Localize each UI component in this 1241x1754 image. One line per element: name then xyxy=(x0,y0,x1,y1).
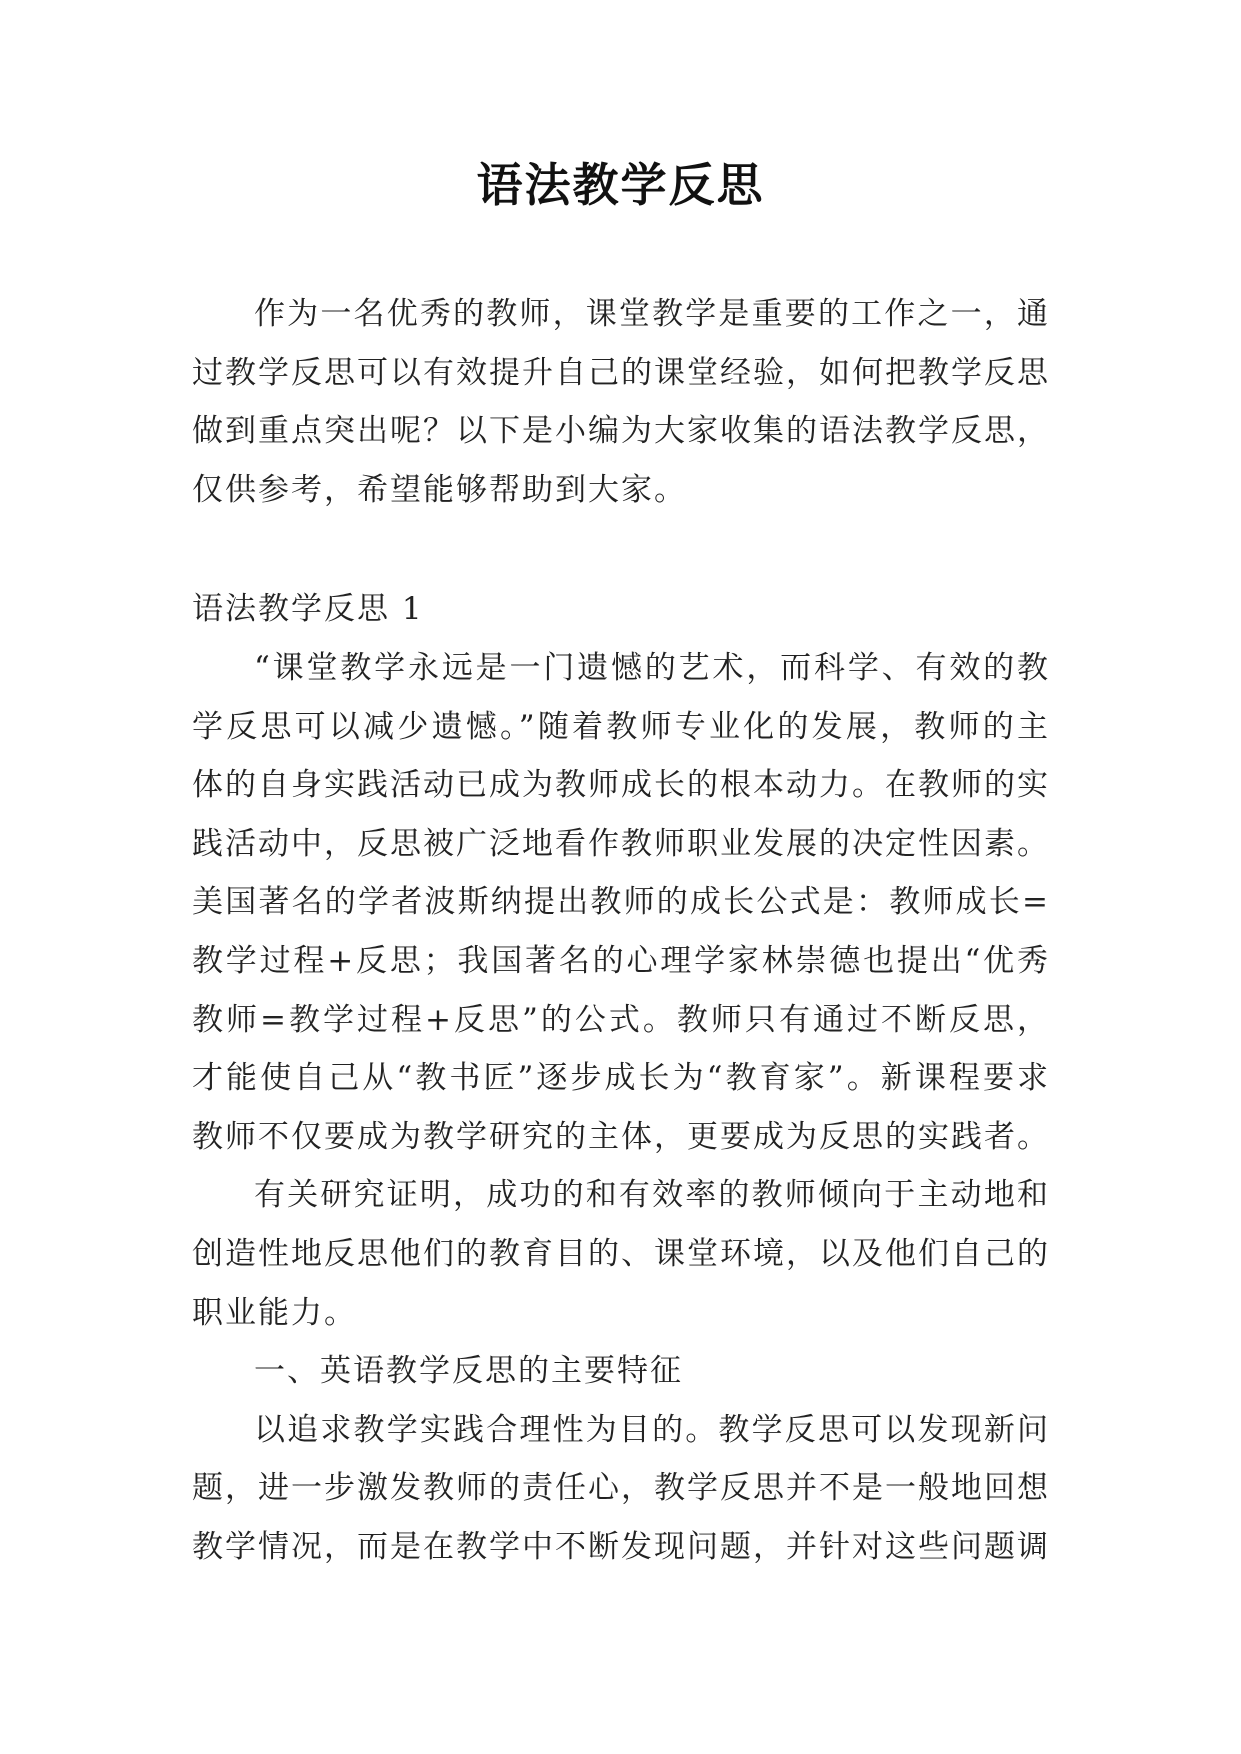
intro-block xyxy=(192,285,1050,519)
section-content xyxy=(192,639,1050,1577)
intro-paragraph: 作为一名优秀的教师，课堂教学是重要的工作之一，通过教学反思可以有效提升自己的课堂经验，如何把教学反思做到重点突出呢？以下是小编为大家收集的语法教学反思，仅供参考，希望能够帮助到大家。 xyxy=(192,296,1050,508)
page-title: 语法教学反思 xyxy=(476,158,765,212)
paragraph: 有关研究证明，成功的和有效率的教师倾向于主动地和创造性地反思他们的教育目的、课堂环境，以及他们自己的职业能力。 xyxy=(192,1177,1050,1331)
subheading: 一、英语教学反思的主要特征 xyxy=(254,1353,683,1390)
section-heading: 语法教学反思 1 xyxy=(192,591,424,627)
paragraph: 以追求教学实践合理性为目的。教学反思可以发现新问题，进一步激发教师的责任心，教学反思并不是一般地回想教学情况，而是在教学中不断发现问题，并针对这些问题调 xyxy=(192,1411,1050,1565)
paragraph: “课堂教学永远是一门遗憾的艺术，而科学、有效的教学反思可以减少遗憾。”随着教师专业化的发展，教师的主体的自身实践活动已成为教师成长的根本动力。在教师的实践活动中，反思被广泛地看作教师职业发展的决定性因素。美国著名的学者波斯纳提出教师的成长公式是：教师成长=教学过程+反思；我国著名的心理学家林崇德也提出“优秀教师=教学过程+反思”的公式。教师只有通过不断反思，才能使自己从“教书匠”逐步成长为“教育家”。新课程要求教师不仅要成为教学研究的主体，更要成为反思的实践者。 xyxy=(192,650,1050,1155)
